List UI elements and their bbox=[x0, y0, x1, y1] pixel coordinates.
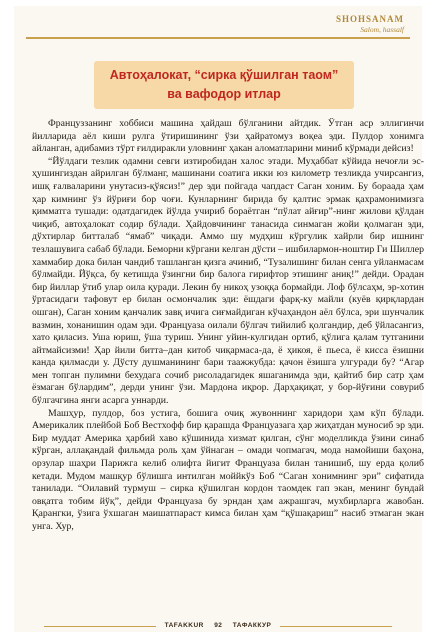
section-title bbox=[94, 61, 354, 104]
footer-center bbox=[14, 622, 422, 629]
paragraph-1: Француззанинг хоббиси машина ҳайдаш бўлганини айтдик. Ўтган аср эллигинчи йилларида аёл киши рулга ўтиришининг ўзи ҳайратомуз воқеа эди. Пулдор хонимга айланган, адибамиз тўрт ғилдиракли уловнинг ҳакан аломатларини миниб кўрмади дейсиз! bbox=[32, 118, 424, 155]
header-brand: SHOHSANAM bbox=[335, 14, 404, 24]
article-body bbox=[32, 118, 424, 608]
page-number: 92 bbox=[214, 622, 223, 629]
header-subtitle: Salom, hassalf bbox=[360, 25, 404, 34]
section-title-line-2: ва вафодор итлар bbox=[167, 87, 281, 101]
section-title-line-1: Автоҳалокат, “сирка қўшилган таом” bbox=[109, 68, 339, 82]
page bbox=[14, 6, 422, 632]
footer-left-title: TAFAKKUR bbox=[164, 622, 204, 629]
section-title-banner bbox=[94, 61, 354, 109]
footer-right-title: ТАФАККУР bbox=[232, 622, 272, 629]
page-footer bbox=[14, 620, 422, 634]
paragraph-3: Машҳур, пулдор, боз устига, бошига очиқ жувоннинг харидори ҳам кўп бўлади. Америкалик плейбой Боб Вестхофф бир қарашда Француазага ҳар жиҳатдан муносиб эр эди. Бир муддат Америка ҳарбий хаво кўшинида хизмат қилган, сўнг моделликда ўзини синаб кўрган, аллақандай фильмда роль ҳам ўйнаган – омади чопмагач, мода намойиши баҳона, орзулар шаҳри Парижга келиб олифта йигит Француаза билан танишиб, шу ерда қолиб кетади. Мудом машқур бўлишга интилган моййкўз Боб “Саган хонимнинг эри” сифатида танилади. “Оилавий турмуш – сирка қўшилган кордон таомдек гап экан, менинг бундай овқатга тобим йўқ”, дейди Француаза бу эрндан ҳам ажрашгач, мухбирларга жавобан. Қарангки, ўзига ўхшаган маишатпараст кимса билан ҳам “қўшақариш” насиб этмаган экан унга. Хур, bbox=[32, 407, 424, 532]
header-rule bbox=[26, 37, 410, 39]
paragraph-2: “Йўлдаги тезлик одамни севги изтиробидан халос этади. Муҳаббат кўйида нечоғли эс-ҳушингиздан айрилган бўлманг, машинани соатига икки юз километр тезликда учирсангиз, ишқ ғалваларини унутасиз-қўясиз!” дер эди пойгада чапдаст Саган хоним. Бу бораада ҳам ҳар кимнинг ўз йўриғи бор чоғи. Кунларнинг бирида бу қалтис эрмак қахрамонимизга қимматга тушади: одатдагидек йўлда учириб бораётган “пўлат айғир”-нинг жилови қўлдан чиқиб, автоҳалокат содир бўлади. Ҳайдовчининг танасида синмаган жойи қолмаган эди, дўхтирлар битталаб “ямаб” чиқади. Аммо шу мудҳиш кўргулик хайрли бир ишнинг тезлашувига сабаб бўлади. Беморни кўргани келган дўсти – ишбилармон-ноштир Ги Шиллер хаммабир дока билан чандиб ташланган қизга ачиниб, “Тузалишинг билан сенга уйланмасам бўлмайди. Йўқса, бу кетишда ўзингни бир балога гирифтор этишинг аниқ!” дейди. Орадан бир йиллар ўтиб улар оила қуради. Лекин бу никоҳ узоққа бормайди. Лоф бўлсаҳм, эр-хотин ўртасидаги тафовут ер билан осмончалик эди: ёшдаги фарқ-ку майли (куёв қирқлардан ошган), Саган хоним қанчалик завқ ичига сиғмайдиган кўчаҳандон аёл бўлса, эри шунчалик вазмин, хонанишин одам эди. Француаза оилали бўлгач тийилиб қолгандир, деб ўйласангиз, хато қиласиз. Уша юриш, ўша туриш. Унинг уйин-кулгидан ортиб, қўлига қалам тутганини айтмайсизми! Ҳар йили битта–дан китоб чиқармаса-да, ё ҳикоя, ё пьеса, ё кисса ёзишни канда қилмасди у. Дўсту душманининг бари таажжубда: қачон ёзишга улгуради бу? “Агар мен топган пулимни бехудага сочиб рисоладагидек яшаганимда эди, қайтиб бир сатр ҳам ёзмаган бўлардим”, дерди унинг ўзи. Мардона иқрор. Дарҳақиқат, у бор-йўғини совуриб бўлгачгина янги асарга уннарди. bbox=[32, 155, 424, 407]
magazine-header bbox=[336, 14, 404, 34]
